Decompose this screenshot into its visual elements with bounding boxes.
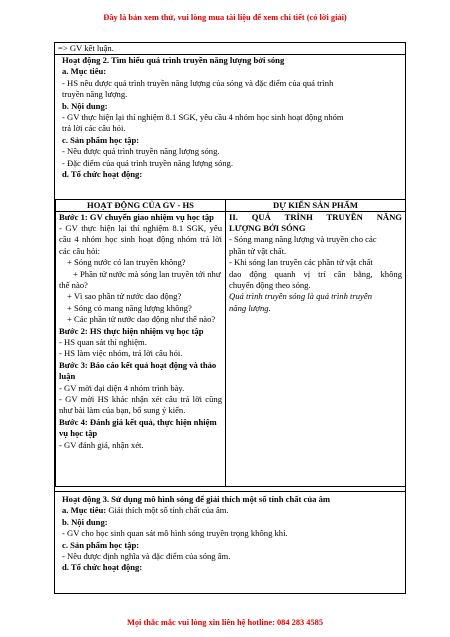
activity-table <box>55 199 406 487</box>
activity2-product-1: - Nêu được quá trình truyền năng lượng sóng. <box>62 146 220 157</box>
activity2-aim-text-cont: truyền năng lượng. <box>62 89 128 100</box>
section-heading: II. QUÁ TRÌNH TRUYỀN NĂNG <box>229 211 402 222</box>
step2-title: Bước 2: HS thực hiện nhiệm vụ học tập <box>59 325 204 336</box>
step2-text: - HS quan sát thí nghiệm. <box>59 336 147 347</box>
question-5: + Các phần tử nước dao động như thế nào? <box>67 314 216 325</box>
step1-text: các câu hỏi: <box>59 245 101 256</box>
product-conclusion-cont: năng lượng. <box>229 302 271 313</box>
activity3-aim-label: a. Mục tiêu: <box>62 505 107 516</box>
activity3-product-label: c. Sản phẩm học tập: <box>62 539 140 550</box>
step4-title-cont: vụ học tập <box>59 428 98 439</box>
product-point-1: - Sóng mang năng lượng và truyền cho các <box>229 234 377 245</box>
activity2-content-label: b. Nội dung: <box>62 100 108 111</box>
table-row <box>56 211 406 486</box>
step1-title: Bước 1: GV chuyển giao nhiệm vụ học tập <box>59 211 214 222</box>
step3-text: - GV mời đại diện 4 nhóm trình bày. <box>59 382 185 393</box>
activity2-product-2: - Đặc điểm của quá trình truyền năng lượng sóng. <box>62 157 234 168</box>
col-expected-product-header: DỰ KIẾN SẢN PHẨM <box>226 200 406 212</box>
activity2-section <box>62 55 400 180</box>
question-4: + Sóng có mang năng lượng không? <box>67 302 192 313</box>
activity3-aim-text: Giải thích một số tính chất của âm. <box>108 505 229 516</box>
step1-text: - GV thực hiện lại thí nghiệm 8.1 SGK, yêu <box>59 222 222 233</box>
col-teacher-student-header: HOẠT ĐỘNG CỦA GV - HS <box>56 200 226 212</box>
table-header-row <box>56 200 406 212</box>
step3-text: như bài làm của bạn, bổ sung ý kiến. <box>59 405 186 416</box>
step3-title-cont: luận <box>59 371 76 382</box>
activity2-aim-text: - HS nêu được quá trình truyền năng lượng của sóng và đặc điểm của quá trình <box>62 77 334 88</box>
activity3-section <box>62 494 400 574</box>
expected-product-cell <box>226 211 406 486</box>
product-point-2-cont: chuyển động theo sóng. <box>229 279 311 290</box>
product-point-2: - Khi sóng lan truyền các phần tử vật chất <box>229 257 373 268</box>
activity2-aim-label: a. Mục tiêu: <box>62 66 107 77</box>
product-conclusion: Quá trình truyền sóng là quá trình truyền <box>229 291 372 302</box>
activity3-content-label: b. Nội dung: <box>62 516 108 527</box>
question-3: + Vì sao phần tử nước dao động? <box>67 291 182 302</box>
top-row-text <box>58 43 398 54</box>
preview-banner: Đây là bản xem thử, vui lòng mua tài liệu để xem chi tiết (có lời giải) <box>103 13 347 22</box>
question-2: + Phần tử nước mà sóng lan truyền tới như <box>73 268 221 279</box>
activity2-content-text: - GV thực hiện lại thí nghiệm 8.1 SGK, yêu cầu 4 nhóm học sinh hoạt động nhóm <box>62 112 344 123</box>
activity2-title: Hoạt động 2. Tìm hiểu quá trình truyền năng lượng bởi sóng <box>62 55 285 65</box>
step2-text: - HS làm việc nhóm, trả lời câu hỏi. <box>59 348 183 359</box>
step3-title: Bước 3: Báo cáo kết quả hoạt động và thảo <box>59 359 217 370</box>
activity2-content-text-cont: trả lời các câu hỏi. <box>62 123 126 134</box>
conclusion-text: => GV kết luận. <box>58 43 114 53</box>
product-point-1-cont: phần tử vật chất. <box>229 245 287 256</box>
step4-text: - GV đánh giá, nhận xét. <box>59 439 144 450</box>
activity2-product-label: c. Sản phẩm học tập: <box>62 134 140 145</box>
activity2-org-label: d. Tổ chức hoạt động: <box>62 169 143 180</box>
activity3-title: Hoạt động 3. Sử dụng mô hình sóng để giải thích một số tính chất của âm <box>62 494 331 504</box>
step1-text: cầu 4 nhóm học sinh hoạt động nhóm trả lời <box>59 234 222 245</box>
row-divider <box>54 491 406 492</box>
activity3-product-text: - Nêu được định nghĩa và đặc điểm của sóng âm. <box>62 551 231 562</box>
step3-text: - GV mời HS khác nhận xét câu trả lời cũng <box>59 394 222 404</box>
section-heading-cont: LƯỢNG BỞI SÓNG <box>229 222 306 233</box>
activity3-org-label: d. Tổ chức hoạt động: <box>62 562 143 573</box>
hotline-banner: Mọi thắc mắc vui lòng xin liên hệ hotline: 084 283 4585 <box>126 618 324 627</box>
teacher-student-cell <box>56 211 226 486</box>
question-1: + Sóng nước có lan truyền không? <box>67 257 186 268</box>
activity3-content-text: - GV cho học sinh quan sát mô hình sóng truyền trọng không khí. <box>62 528 288 539</box>
question-2-cont: thế nào? <box>59 279 88 290</box>
step4-title: Bước 4: Đánh giá kết quả, thực hiện nhiệm <box>59 416 217 427</box>
product-point-2-cont: dao động quanh vị trí cân bằng, không <box>229 268 402 279</box>
